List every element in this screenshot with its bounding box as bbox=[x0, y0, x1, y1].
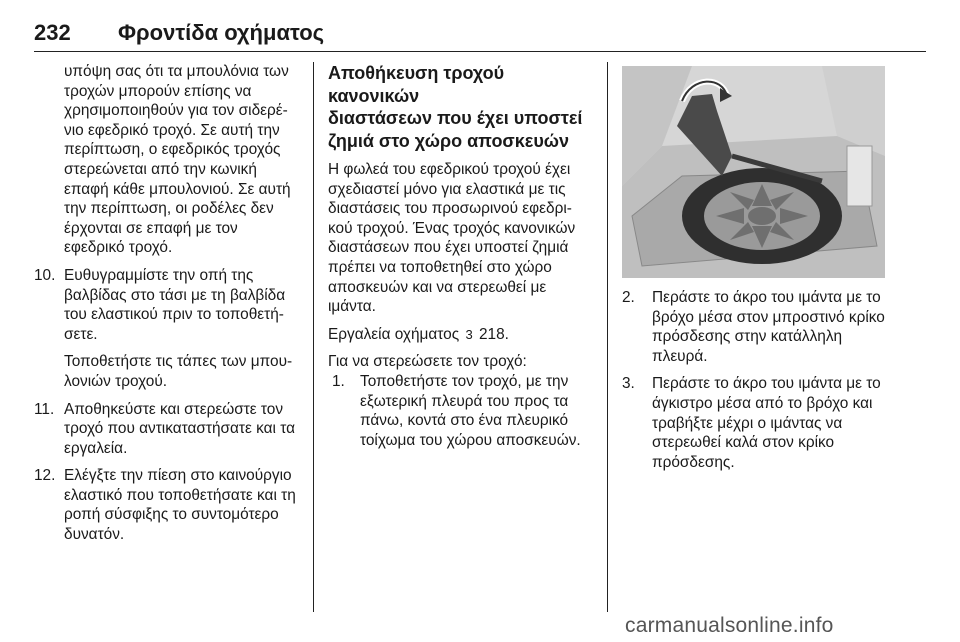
illustration-wheel-in-trunk bbox=[622, 66, 885, 278]
column-right bbox=[622, 288, 892, 472]
trunk-illustration bbox=[622, 66, 885, 278]
text-line: τοίχωμα του χώρου αποσκευών. bbox=[360, 431, 581, 449]
text-line: σχεδιαστεί μόνο για ελαστικά με τις bbox=[328, 180, 566, 198]
text-line: Η φωλεά του εφεδρικού τροχού έχει bbox=[328, 161, 571, 178]
step-3 bbox=[622, 374, 892, 472]
heading-line: Αποθήκευση τροχού κανονικών bbox=[328, 63, 505, 106]
page-title: Φροντίδα οχήματος bbox=[118, 20, 325, 45]
column-left bbox=[34, 62, 306, 545]
text-line: δυνατόν. bbox=[64, 526, 125, 544]
text-line: πρέπει να τοποθετηθεί στο χώρο bbox=[328, 258, 552, 276]
heading-line: διαστάσεων που έχει υποστεί bbox=[328, 108, 583, 128]
text-line: πάνω, κοντά στο ένα πλευρικό bbox=[360, 412, 569, 430]
text-line: αποσκευών και να στερεωθεί με bbox=[328, 278, 547, 296]
page-header bbox=[0, 0, 960, 52]
text-line: στερεώνεται από την κωνική bbox=[64, 160, 257, 178]
text-line: επαφή κάθε μπουλονιού. Σε αυτή bbox=[64, 180, 291, 198]
text-line: Περάστε το άκρο του ιμάντα με το bbox=[652, 375, 881, 393]
tools-page-link[interactable]: 218. bbox=[478, 325, 509, 343]
text-line: διαστάσεων που έχει υποστεί ζημιά bbox=[328, 239, 569, 257]
text-line: εφεδρικό τροχό. bbox=[64, 239, 173, 257]
text-line: Αποθηκεύστε και στερεώστε τον bbox=[64, 400, 284, 418]
text-line: λονιών τροχού. bbox=[64, 372, 168, 390]
text-line: την περίπτωση, οι ροδέλες δεν bbox=[64, 200, 274, 218]
text-line: βρόχο μέσα στον μπροστινό κρίκο bbox=[652, 308, 885, 326]
step-2 bbox=[622, 288, 892, 366]
text-line: εξωτερική πλευρά του προς τα bbox=[360, 392, 569, 410]
text-line: άγκιστρο μέσα από το βρόχο και bbox=[652, 394, 873, 412]
text-line: τραβήξτε μέχρι ο ιμάντας να bbox=[652, 414, 843, 432]
text-line: Τοποθετήστε τις τάπες των μπου‐ bbox=[64, 353, 293, 371]
text-line: εργαλεία. bbox=[64, 439, 128, 457]
section-heading bbox=[328, 62, 600, 152]
text-line: ιμάντα. bbox=[328, 298, 376, 316]
step-10 bbox=[34, 266, 306, 392]
text-line: τροχών μπορούν επίσης να bbox=[64, 82, 252, 100]
text-line: βαλβίδας στο τάσι με τη βαλβίδα bbox=[64, 286, 286, 304]
page-number: 232 bbox=[34, 20, 71, 45]
text-line: πρόσδεσης. bbox=[652, 453, 735, 471]
step-1 bbox=[328, 372, 600, 450]
step-number: 10. bbox=[34, 266, 56, 284]
text-line: κού τροχού. Ένας τροχός κανονικών bbox=[328, 219, 576, 237]
text-line: σετε. bbox=[64, 325, 98, 343]
text-line: τροχό που αντικαταστήσατε και τα bbox=[64, 420, 296, 438]
text-line: Τοποθετήστε τον τροχό, με την bbox=[360, 372, 569, 390]
heading-line: ζημιά στο χώρο αποσκευών bbox=[328, 130, 570, 151]
text-line: πλευρά. bbox=[652, 347, 708, 365]
step-number: 12. bbox=[34, 467, 56, 485]
column-divider-1 bbox=[313, 62, 314, 612]
secure-intro: Για να στερεώσετε τον τροχό: bbox=[328, 353, 527, 371]
intro-paragraph bbox=[328, 160, 600, 317]
text-line: περίπτωση, ο εφεδρικός τροχός bbox=[64, 141, 281, 159]
text-line: νιο εφεδρικό τροχό. Σε αυτή την bbox=[64, 121, 280, 139]
column-middle bbox=[328, 62, 600, 450]
text-line: διαστάσεις του προσωρινού εφεδρι‐ bbox=[328, 200, 572, 218]
text-line: Ελέγξτε την πίεση στο καινούργιο bbox=[64, 467, 292, 485]
text-line: Ευθυγραμμίστε την οπή της bbox=[64, 266, 254, 284]
text-line: έρχονται σε επαφή με τον bbox=[64, 219, 238, 237]
text-line: ελαστικό που τοποθετήσατε και τη bbox=[64, 486, 296, 504]
text-line: στερεωθεί καλά στον κρίκο bbox=[652, 434, 835, 452]
step-11 bbox=[34, 400, 306, 459]
continuation-text bbox=[34, 62, 306, 258]
text-line: ροπή σύσφιξης το συντομότερο bbox=[64, 506, 279, 524]
step-number: 11. bbox=[34, 400, 55, 418]
page-reference-icon: 3 bbox=[465, 326, 473, 342]
tools-text: Εργαλεία οχήματος bbox=[328, 325, 460, 343]
step-number: 1. bbox=[332, 372, 345, 390]
tools-reference bbox=[328, 325, 600, 345]
step-number: 3. bbox=[622, 375, 635, 393]
column-divider-2 bbox=[607, 62, 608, 612]
step-12 bbox=[34, 466, 306, 544]
text-line: χρησιμοποιηθούν για τον σιδερέ‐ bbox=[64, 102, 288, 120]
text-line: πρόσδεσης στην κατάλληλη bbox=[652, 328, 843, 346]
step-number: 2. bbox=[622, 289, 635, 306]
text-line: υπόψη σας ότι τα μπουλόνια των bbox=[64, 63, 289, 80]
header-rule bbox=[34, 51, 926, 52]
text-line: του ελαστικού πριν το τοποθετή‐ bbox=[64, 306, 284, 324]
watermark: carmanualsonline.info bbox=[625, 614, 834, 637]
text-line: Περάστε το άκρο του ιμάντα με το bbox=[652, 289, 881, 306]
